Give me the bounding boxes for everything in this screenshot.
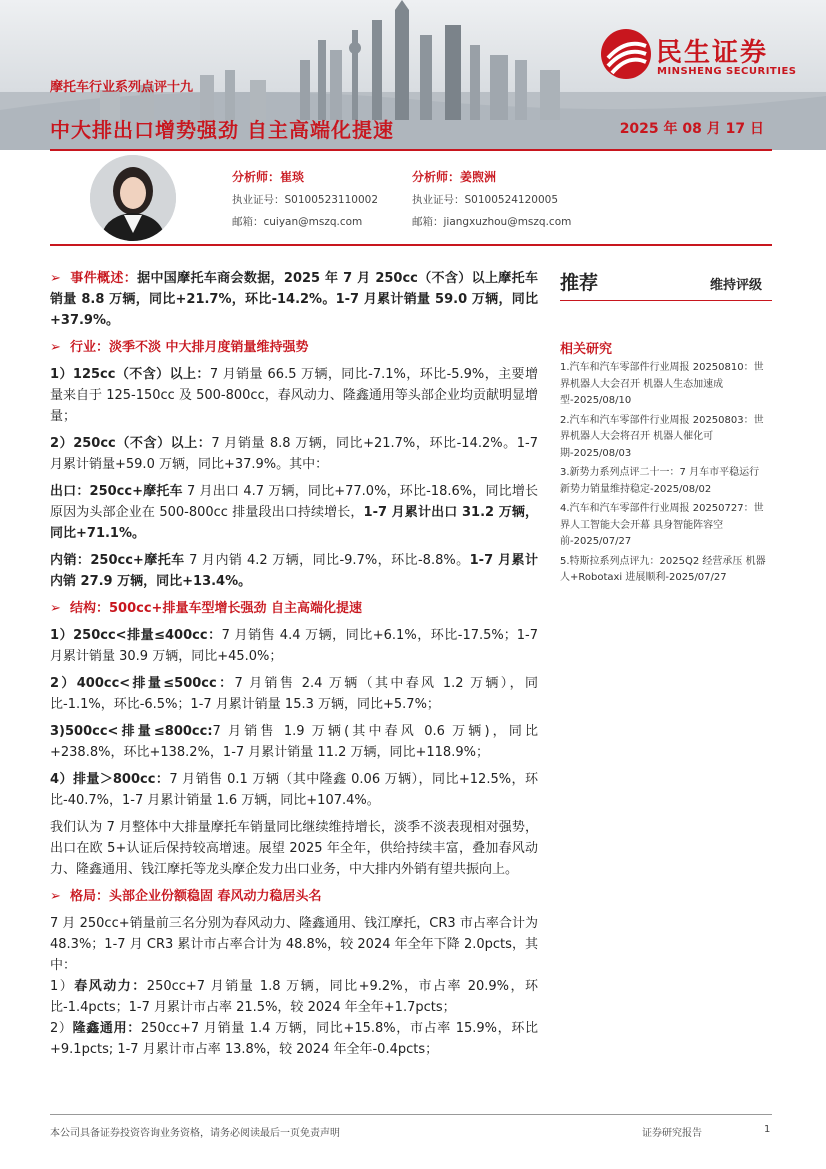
para-domestic-head: 内销：250cc+摩托车 (50, 553, 185, 568)
analyst-2-email[interactable]: jiangxuzhou@mszq.com (443, 216, 572, 228)
para-cfmoto-head: 春风动力： (74, 979, 147, 994)
rating-divider (560, 300, 772, 301)
section-industry-title: 行业：淡季不淡 中大排月度销量维持强势 (70, 340, 309, 355)
para-export-head: 出口：250cc+摩托车 (50, 484, 183, 499)
related-item[interactable]: 2.汽车和汽车零部件行业周报 20250803：世界机器人大会将召开 机器人催化可期-2025/08/03 (560, 414, 764, 459)
section-landscape-heading (50, 886, 538, 907)
event-summary-text: 据中国摩托车商会数据，2025 年 7 月 250cc（不含）以上摩托车销量 8.8 万辆，同比+21.7%，环比-14.2%。1-7 月累计销量 59.0 万辆，同比+37.9%。 (50, 271, 538, 328)
para-cfmoto-text: 250cc+7 月销量 1.8 万辆，同比+9.2%，市占率 20.9%，环比-1.4pcts；1-7 月累计市占率 21.5%，较 2024 年全年+1.7pcts； (50, 979, 538, 1015)
event-summary-head: 事件概述： (70, 271, 138, 286)
analyst-1-email[interactable]: cuiyan@mszq.com (263, 216, 363, 228)
related-item[interactable]: 5.特斯拉系列点评九：2025Q2 经营承压 机器人+Robotaxi 进展顺利-2025/07/27 (560, 555, 766, 583)
report-title: 中大排出口增势强劲 自主高端化提速 (50, 118, 394, 142)
section-structure-heading (50, 598, 538, 619)
analyst-2-cert: S0100524120005 (464, 194, 559, 206)
para-export (50, 481, 538, 544)
para-domestic-text: 7 月内销 4.2 万辆，同比-9.7%，环比-8.8%。 (184, 553, 470, 568)
para-loncin-text: 250cc+7 月销量 1.4 万辆，同比+15.8%，市占率 15.9%，环比+9.1pcts; 1-7 月累计市占率 13.8%，较 2024 年全年-0.4pcts； (50, 1021, 538, 1057)
para-export-bold: 1-7 月累计出口 31.2 万辆，同比+71.1%。 (50, 505, 538, 541)
para-250-400-head: 1）250cc<排量≤400cc： (50, 628, 222, 643)
analyst-photo (90, 155, 176, 241)
logo-english: MINSHENG SECURITIES (657, 66, 797, 77)
series-title: 摩托车行业系列点评十九 (50, 80, 194, 95)
para-400-500-head: 2）400cc<排量≤500cc： (50, 676, 235, 691)
footer-report-type: 证券研究报告 (642, 1128, 702, 1139)
para-125cc-text: 7 月销量 66.5 万辆，同比-7.1%，环比-5.9%，主要增量来自于 125-150cc 及 500-800cc，春风动力、隆鑫通用等头部企业均贡献明显增量； (50, 367, 538, 424)
analyst-1-name: 崔琰 (280, 170, 305, 184)
minsheng-logo-icon (600, 28, 652, 80)
para-400-500 (50, 673, 538, 715)
para-domestic (50, 550, 538, 592)
para-250cc-head: 2）250cc（不含）以上： (50, 436, 212, 451)
sidebar (560, 268, 772, 583)
para-export-text: 7 月出口 4.7 万辆，同比+77.0%，环比-18.6%，同比增长原因为头部企业在 500-800cc 排量段出口持续增长， (50, 484, 538, 520)
para-500-800-text: 7 月销售 1.9 万辆(其中春风 0.6 万辆)，同比+238.8%，环比+138.2%，1-7 月累计销量 11.2 万辆，同比+118.9%； (50, 724, 538, 760)
header-banner (0, 0, 826, 150)
section-industry-heading (50, 337, 538, 358)
related-item[interactable]: 1.汽车和汽车零部件行业周报 20250810：世界机器人大会召开 机器人生态加速成型-2025/08/10 (560, 362, 764, 406)
para-250-400 (50, 625, 538, 667)
para-250cc-text: 7 月销量 8.8 万辆，同比+21.7%，环比-14.2%。1-7 月累计销量+59.0 万辆，同比+37.9%。其中： (50, 436, 538, 472)
arrow-icon: ➢ (50, 601, 61, 616)
arrow-icon: ➢ (50, 340, 61, 355)
para-cr3: 7 月 250cc+销量前三名分别为春风动力、隆鑫通用、钱江摩托，CR3 市占率合计为 48.3%；1-7 月 CR3 累计市占率合计为 48.8%，较 2024 年全年下降 2.0pcts，其中： (50, 916, 538, 973)
para-800plus-head: 4）排量＞800cc： (50, 772, 170, 787)
para-loncin-head: 隆鑫通用： (72, 1021, 141, 1036)
footer-disclaimer: 本公司具备证券投资咨询业务资格，请务必阅读最后一页免责声明 (50, 1128, 340, 1139)
para-250cc (50, 433, 538, 475)
analyst-1-cert: S0100523110002 (284, 194, 379, 206)
event-summary (50, 268, 538, 331)
main-content (50, 268, 538, 1066)
section-landscape-title: 格局：头部企业份额稳固 春风动力稳居头名 (70, 889, 322, 904)
arrow-icon: ➢ (50, 889, 61, 904)
analyst-1-role: 分析师： (232, 170, 281, 184)
analyst-2-name: 姜煦洲 (460, 170, 497, 184)
rating-label: 推荐 (560, 272, 599, 294)
arrow-icon: ➢ (50, 271, 61, 286)
header-divider (50, 149, 772, 151)
rating-value: 维持评级 (709, 278, 762, 293)
para-domestic-bold: 1-7 月累计内销 27.9 万辆，同比+13.4%。 (50, 553, 538, 589)
logo-chinese: 民生证券 (656, 38, 769, 68)
analyst-2-cert-label: 执业证号： (412, 194, 465, 206)
related-research-list (560, 360, 772, 590)
para-view: 我们认为 7 月整体中大排量摩托车销量同比继续维持增长，淡季不淡表现相对强势，出口在欧 5+认证后保持较高增速。展望 2025 年全年，供给持续丰富，叠加春风动力、隆鑫通用、钱江摩托等龙头摩企发力出口业务，中大排内外销有望共振向上。 (50, 820, 538, 877)
para-loncin-num: 2） (50, 1021, 73, 1036)
analyst-1-cert-label: 执业证号： (232, 194, 285, 206)
analyst-2-email-label: 邮箱： (412, 216, 444, 228)
report-date: 2025 年 08 月 17 日 (619, 121, 764, 137)
para-500-800-head: 3)500cc<排量≤800cc: (50, 724, 213, 739)
analyst-1-email-label: 邮箱： (232, 216, 264, 228)
para-250-400-text: 7 月销售 4.4 万辆，同比+6.1%，环比-17.5%；1-7 月累计销量 30.9 万辆，同比+45.0%； (50, 628, 539, 664)
analyst-divider (50, 244, 772, 246)
para-125cc-head: 1）125cc（不含）以上： (50, 367, 210, 382)
section-structure-title: 结构：500cc+排量车型增长强劲 自主高端化提速 (70, 601, 362, 616)
related-research-title: 相关研究 (560, 342, 613, 357)
para-500-800 (50, 721, 538, 763)
related-item[interactable]: 3.新势力系列点评二十一：7 月车市平稳运行 新势力销量维持稳定-2025/08/02 (560, 467, 760, 495)
analyst-card-1 (232, 166, 378, 233)
para-125cc (50, 364, 538, 427)
analyst-card-2 (412, 166, 571, 233)
para-800plus (50, 769, 538, 811)
analyst-portrait-icon (90, 155, 176, 241)
page-number: 1 (764, 1124, 771, 1135)
related-item[interactable]: 4.汽车和汽车零部件行业周报 20250727：世界人工智能大会开幕 具身智能阵容空前-2025/07/27 (560, 503, 764, 547)
footer-divider (50, 1114, 772, 1115)
para-800plus-text: 7 月销售 0.1 万辆（其中隆鑫 0.06 万辆），同比+12.5%，环比-40.7%，1-7 月累计销量 1.6 万辆，同比+107.4%。 (50, 772, 538, 808)
para-cfmoto-num: 1） (50, 979, 75, 994)
para-400-500-text: 7 月销售 2.4 万辆（其中春风 1.2 万辆），同比-1.1%，环比-6.5%；1-7 月累计销量 15.3 万辆，同比+5.7%； (50, 676, 538, 712)
analyst-2-role: 分析师： (412, 170, 461, 184)
para-loncin (50, 1018, 538, 1060)
minsheng-logo (600, 28, 805, 84)
para-cfmoto (50, 976, 538, 1018)
